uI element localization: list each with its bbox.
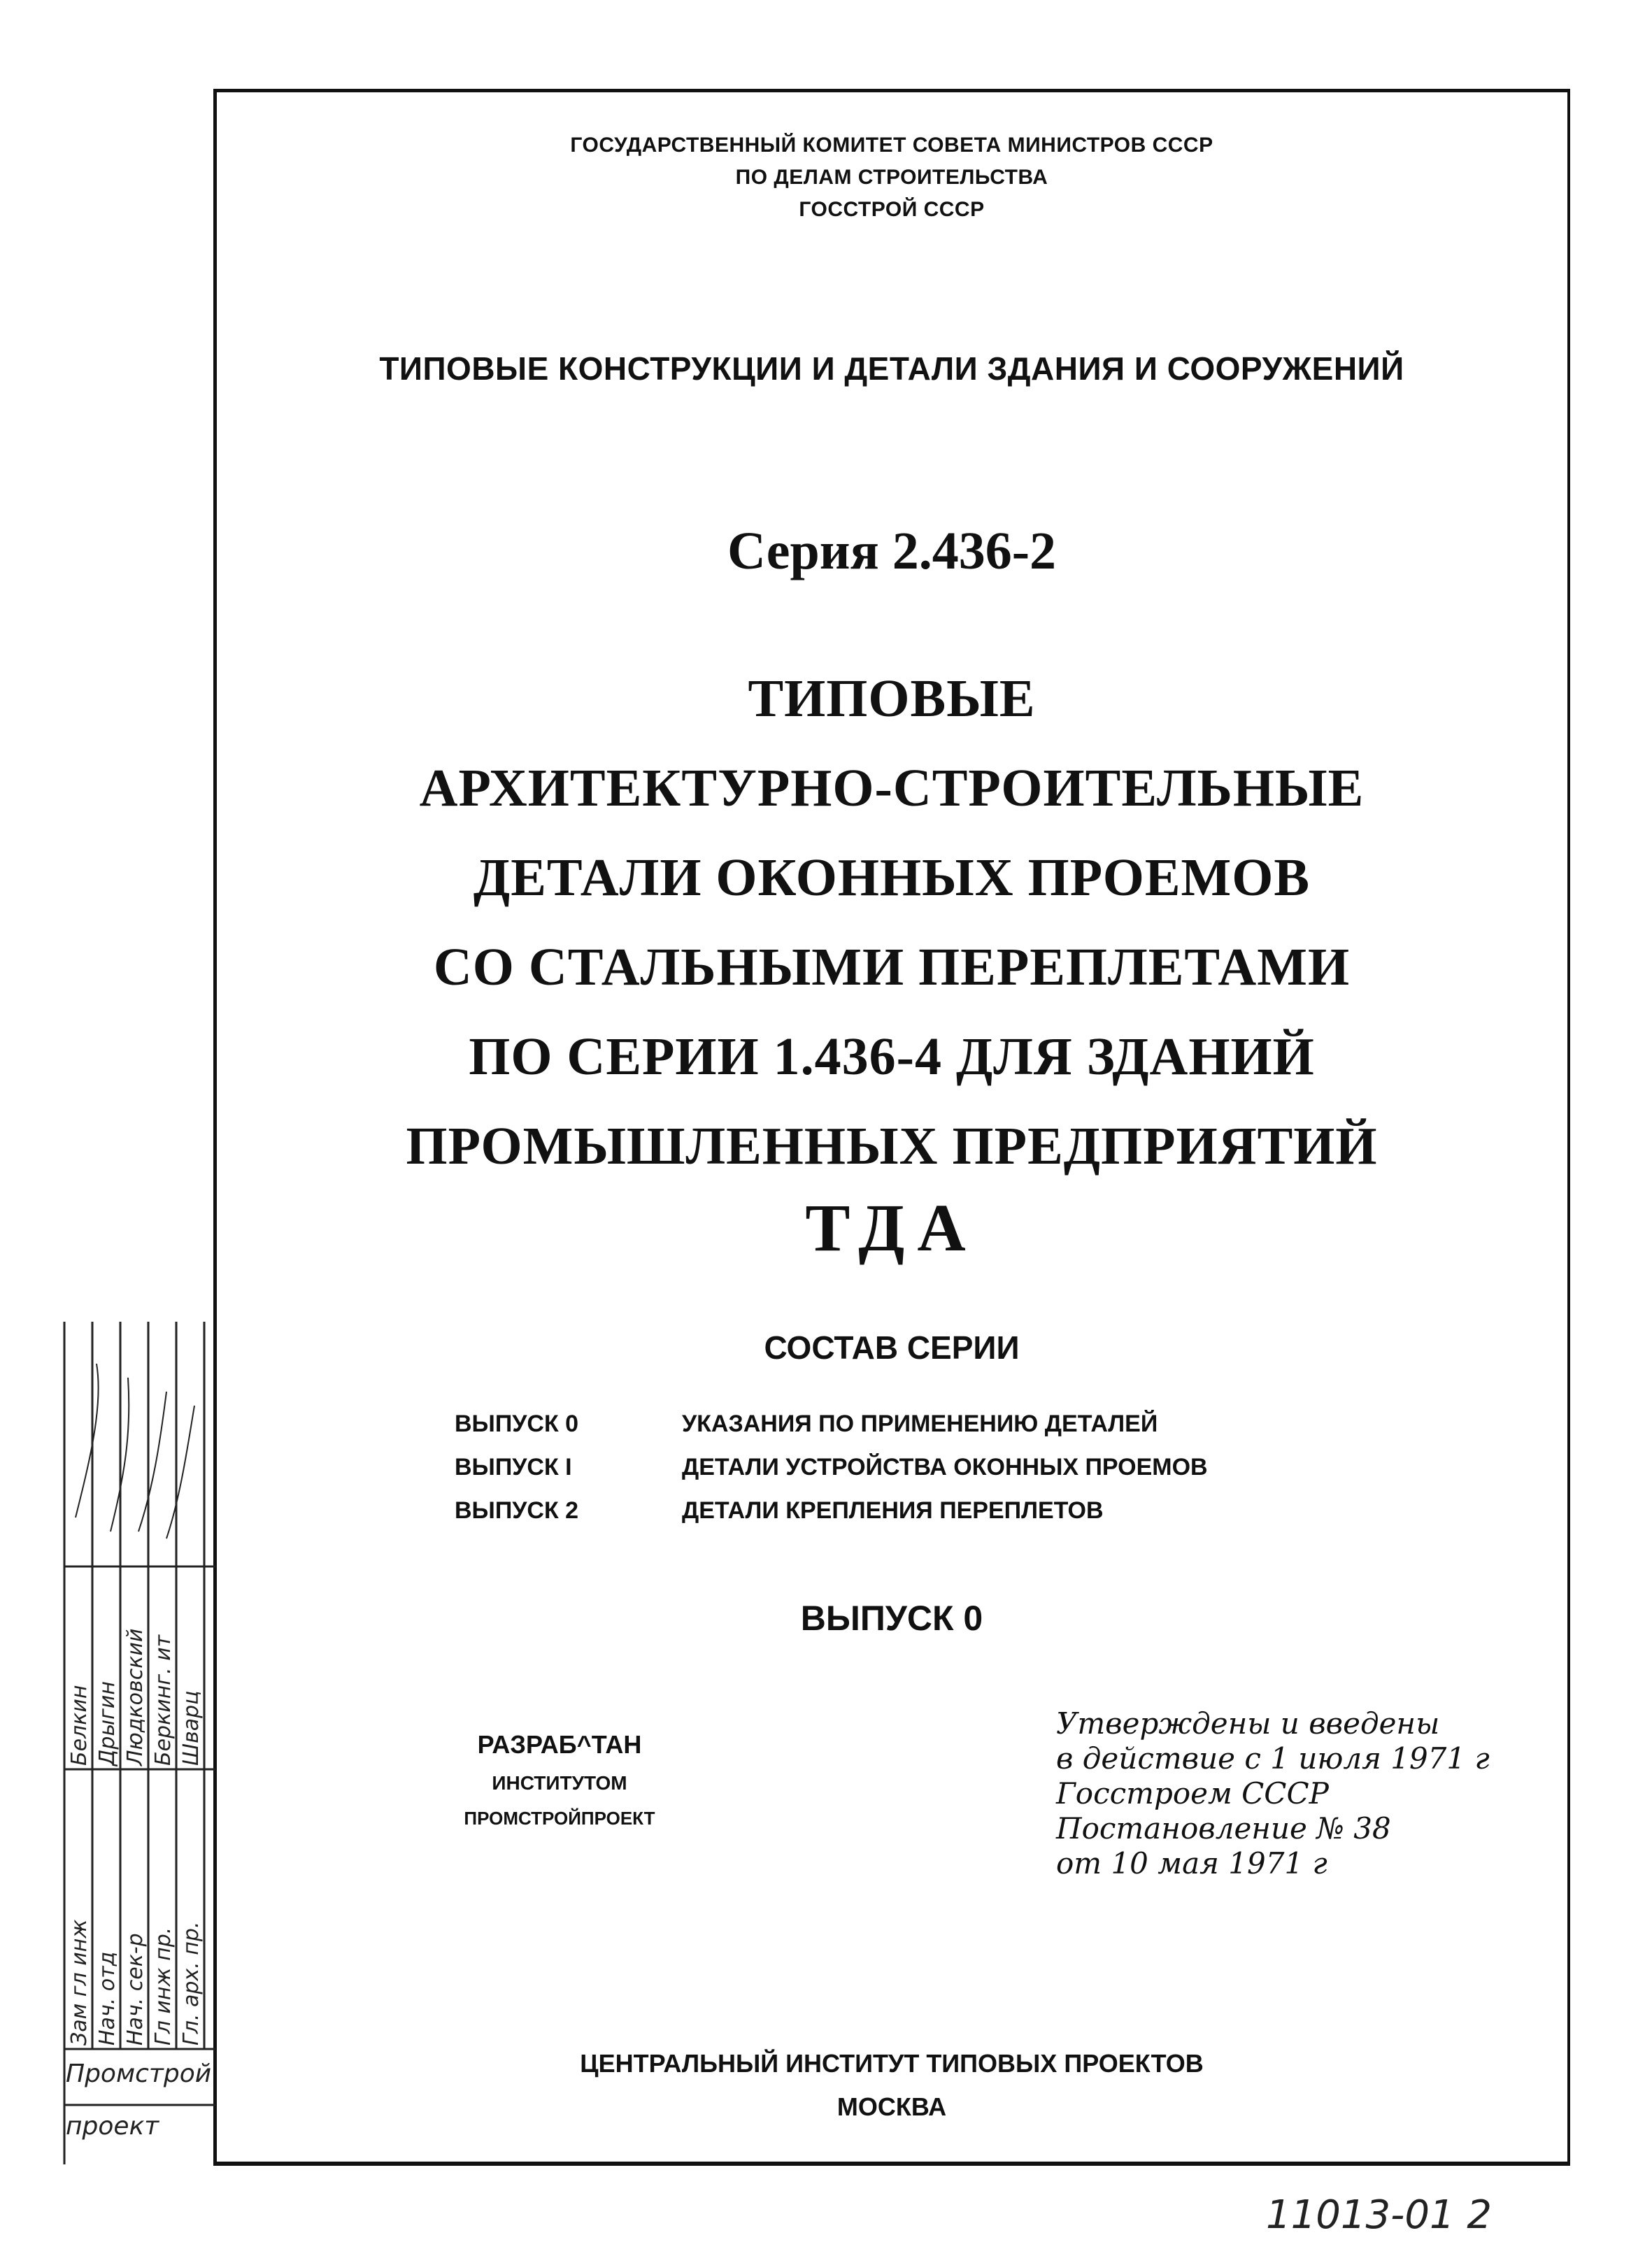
issue-number: ВЫПУСК I [455,1453,572,1480]
approval-line: в действие с 1 июля 1971 г [1056,1741,1490,1776]
title-line: ПРОМЫШЛЕННЫХ ПРЕДПРИЯТИЙ [406,1117,1378,1176]
developer-block [413,1724,706,1836]
signature-sidebar [62,1322,226,2164]
issue-row [455,1445,1208,1489]
developer-line: ИНСТИТУТОМ [492,1772,627,1794]
series-code: ТДА [805,1190,978,1265]
sidebar-position: Нач. сек-р [123,1933,148,2046]
current-issue: ВЫПУСК 0 [800,1599,983,1638]
sidebar-name: Людковский [123,1628,148,1766]
sidebar-position: Зам гл инж [67,1919,92,2046]
approval-line: Госстроем СССР [1056,1776,1329,1811]
sidebar-position: Гл инж пр. [151,1927,176,2046]
publisher-line: МОСКВА [836,2092,947,2121]
sidebar-name: Белкин [67,1685,92,1766]
issue-number: ВЫПУСК 0 [455,1410,579,1437]
publisher [213,2042,1570,2129]
issue-description: ДЕТАЛИ УСТРОЙСТВА ОКОННЫХ ПРОЕМОВ [682,1453,1208,1480]
sidebar-name: Шварц [179,1690,204,1766]
issue-description: УКАЗАНИЯ ПО ПРИМЕНЕНИЮ ДЕТАЛЕЙ [682,1410,1158,1437]
document-number: 11013-01 2 [1266,2192,1493,2238]
series-number: Серия 2.436-2 [727,522,1057,580]
sidebar-position: Нач. отд [95,1951,120,2046]
developer-line: РАЗРАБ^ТАН [477,1730,642,1759]
approval-line: от 10 мая 1971 г [1056,1846,1327,1880]
approval-line: Постановление № 38 [1056,1811,1391,1846]
agency-line: ГОССТРОЙ СССР [799,198,985,221]
document-title [213,654,1570,1191]
category-heading: ТИПОВЫЕ КОНСТРУКЦИИ И ДЕТАЛИ ЗДАНИЯ И СООРУЖЕНИЙ [379,350,1404,387]
agency-header [213,129,1570,226]
title-line: СО СТАЛЬНЫМИ ПЕРЕПЛЕТАМИ [433,938,1351,997]
sidebar-name: Дрыгин [95,1680,120,1766]
title-line: ДЕТАЛИ ОКОННЫХ ПРОЕМОВ [473,848,1311,907]
title-line: ТИПОВЫЕ [748,669,1036,728]
approval-line: Утверждены и введены [1056,1706,1440,1741]
composition-heading: СОСТАВ СЕРИИ [764,1329,1020,1366]
issues-list [455,1402,1208,1532]
sidebar-position: Гл. арх. пр. [179,1921,204,2046]
title-line: АРХИТЕКТУРНО-СТРОИТЕЛЬНЫЕ [419,759,1365,818]
issue-description: ДЕТАЛИ КРЕПЛЕНИЯ ПЕРЕПЛЕТОВ [682,1497,1104,1524]
issue-number: ВЫПУСК 2 [455,1497,579,1524]
publisher-line: ЦЕНТРАЛЬНЫЙ ИНСТИТУТ ТИПОВЫХ ПРОЕКТОВ [580,2049,1204,2078]
issue-row [455,1489,1208,1532]
agency-line: ГОСУДАРСТВЕННЫЙ КОМИТЕТ СОВЕТА МИНИСТРОВ СССР [570,134,1213,157]
sidebar-org-line: Промстрой [66,2059,212,2088]
issue-row [455,1402,1208,1445]
sidebar-org-line: проект [66,2112,159,2141]
title-line: ПО СЕРИИ 1.436-4 ДЛЯ ЗДАНИЙ [469,1027,1315,1086]
agency-line: ПО ДЕЛАМ СТРОИТЕЛЬСТВА [735,166,1048,189]
approval-stamp [1056,1706,1490,1881]
developer-line: ПРОМСТРОЙПРОЕКТ [464,1808,655,1829]
sidebar-name: Беркинг. ит [151,1634,176,1766]
